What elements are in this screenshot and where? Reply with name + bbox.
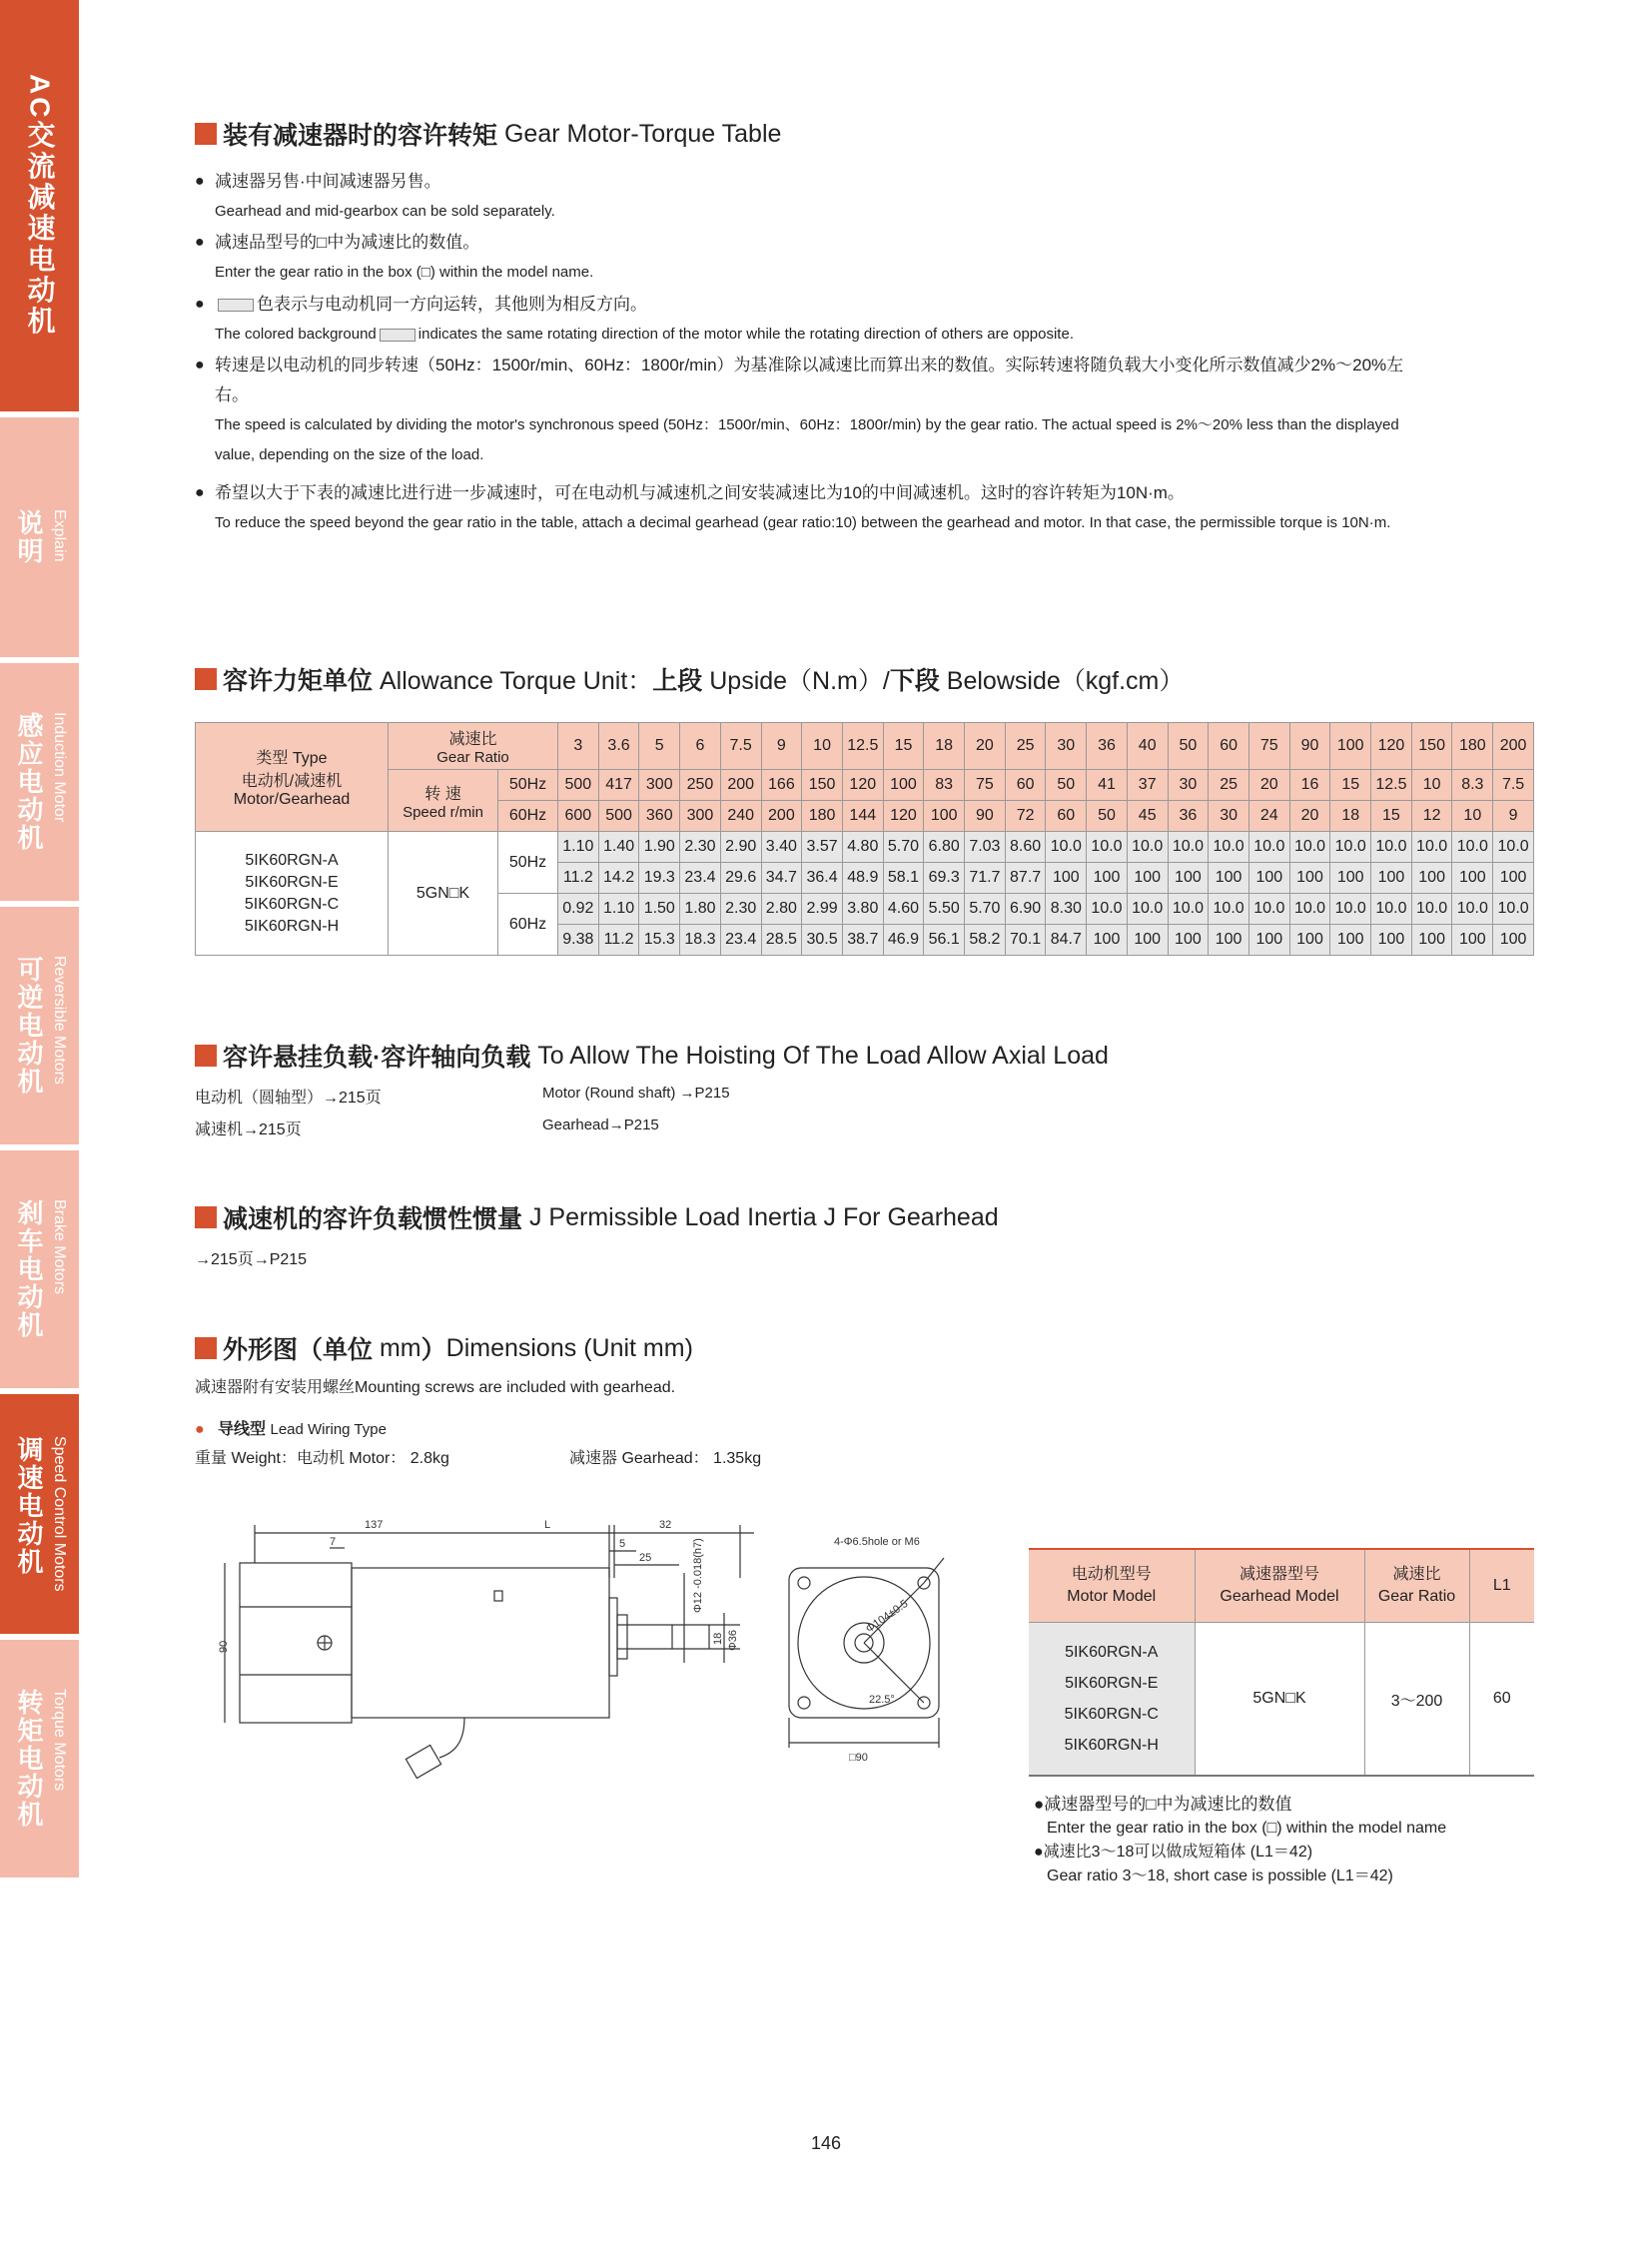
- speed-50hz-cell: 250: [680, 770, 721, 801]
- gear-ratio-cell: 25: [1005, 723, 1046, 770]
- weight-motor: 重量 Weight：电动机 Motor： 2.8kg: [195, 1450, 449, 1467]
- speed-60hz-cell: 90: [965, 801, 1006, 832]
- speed-50hz-cell: 16: [1289, 770, 1330, 801]
- speed-50hz-cell: 417: [598, 770, 639, 801]
- speed-60hz-cell: 200: [761, 801, 802, 832]
- footnote-2-cn: ●减速比3～18可以做成短箱体 (L1＝42): [1034, 1844, 1313, 1861]
- header-speed: 转 速 Speed r/min: [389, 770, 498, 832]
- torque-cell: 3.40: [761, 832, 802, 863]
- sidebar-tab-speed-control[interactable]: [0, 1394, 79, 1634]
- sidebar-tab-sublabel: Induction Motor: [51, 712, 68, 823]
- speed-50hz-cell: 50: [1046, 770, 1087, 801]
- lead-wiring-type: ● 导线型 Lead Wiring Type: [195, 1421, 387, 1438]
- dim-137: 137: [365, 1519, 384, 1531]
- speed-50hz-cell: 10: [1411, 770, 1452, 801]
- torque-cell: 10.0: [1289, 894, 1330, 925]
- speed-50hz-cell: 60: [1005, 770, 1046, 801]
- torque-cell: 4.80: [842, 832, 883, 863]
- torque-cell: 18.3: [680, 925, 721, 956]
- col-header-l1: L1: [1469, 1549, 1534, 1623]
- torque-cell: 46.9: [883, 925, 924, 956]
- footnote-1-cn: ●减速器型号的□中为减速比的数值: [1034, 1795, 1292, 1814]
- torque-cell: 2.99: [802, 894, 843, 925]
- torque-cell: 10.0: [1168, 894, 1209, 925]
- torque-cell: 100: [1330, 925, 1371, 956]
- section-title-hoisting-load: 容许悬挂负载·容许轴向负载 To Allow The Hoisting Of The Load Allow Axial Load: [195, 1038, 1109, 1074]
- note-4: ● 转速是以电动机的同步转速（50Hz：1500r/min、60Hz：1800r/min）为基准除以减速比而算出来的数值。实际转速将随负载大小变化所示数值减少2%～20%左 右。 The speed is calculated by dividing the motor's synchronous speed (50Hz：1500r/min、60Hz：1800r/min) by the gear ratio. The actual speed is 2%～20% less than the displayed value, depending on the size of the load.: [195, 356, 1404, 463]
- gear-ratio-cell: 60: [1209, 723, 1249, 770]
- dim-angle: 22.5°: [869, 1694, 895, 1706]
- col-header-gearhead-model: 减速器型号 Gearhead Model: [1195, 1549, 1364, 1623]
- speed-50hz-cell: 120: [842, 770, 883, 801]
- section-marker-icon: [195, 1206, 217, 1228]
- torque-cell: 6.80: [924, 832, 965, 863]
- section-marker-icon: [195, 1045, 217, 1067]
- torque-cell: 10.0: [1127, 832, 1168, 863]
- gear-ratio-cell: 3: [558, 723, 599, 770]
- speed-60hz-cell: 300: [680, 801, 721, 832]
- gear-ratio-cell: 6: [680, 723, 721, 770]
- colored-background-swatch: [218, 299, 254, 312]
- torque-cell: 100: [1046, 863, 1087, 894]
- gear-ratio-cell: 5: [639, 723, 680, 770]
- speed-50hz-cell: 41: [1087, 770, 1128, 801]
- torque-cell: 100: [1248, 925, 1289, 956]
- torque-cell: 100: [1493, 925, 1534, 956]
- torque-cell: 19.3: [639, 863, 680, 894]
- sidebar-category-label: AC交流减速电动机: [24, 74, 56, 338]
- torque-cell: 100: [1452, 925, 1493, 956]
- torque-cell: 1.50: [639, 894, 680, 925]
- weight-gearhead: 减速器 Gearhead： 1.35kg: [569, 1450, 762, 1467]
- torque-cell: 10.0: [1411, 894, 1452, 925]
- dim-18: 18: [712, 1632, 724, 1645]
- gear-ratio-cell: 75: [1248, 723, 1289, 770]
- speed-50hz-cell: 25: [1209, 770, 1249, 801]
- dim-pilot-diameter: Φ36: [727, 1629, 739, 1651]
- ref-gearhead-cn: 减速机→215页: [195, 1121, 302, 1138]
- torque-cell: 10.0: [1209, 832, 1249, 863]
- speed-50hz-cell: 500: [558, 770, 599, 801]
- model-table: [1029, 1548, 1534, 1777]
- torque-cell: 0.92: [558, 894, 599, 925]
- torque-cell: 3.80: [842, 894, 883, 925]
- sidebar-tab-torque[interactable]: [0, 1640, 79, 1877]
- torque-table: [195, 722, 1534, 956]
- speed-60hz-cell: 500: [598, 801, 639, 832]
- torque-cell: 100: [1371, 925, 1412, 956]
- torque-cell: 100: [1248, 863, 1289, 894]
- torque-cell: 10.0: [1493, 832, 1534, 863]
- dim-shaft-diameter: Φ12 -0.018(h7): [692, 1538, 704, 1613]
- sidebar-tab-induction[interactable]: [0, 663, 79, 901]
- note-5: ● 希望以大于下表的减速比进行进一步减速时，可在电动机与减速机之间安装减速比为10的中间减速机。这时的容许转矩为10N·m。 To reduce the speed beyond the gear ratio in the table, attach a decimal gearhead (gear ratio:10) between the gearhead and motor. In that case, the permissible torque is 10N·m.: [195, 483, 1391, 531]
- sidebar-tab-sublabel: Torque Motors: [51, 1689, 68, 1792]
- section-title-load-inertia: 减速机的容许负载惯性惯量 J Permissible Load Inertia J For Gearhead: [195, 1199, 999, 1235]
- torque-cell: 2.80: [761, 894, 802, 925]
- gear-ratio-cell: 20: [965, 723, 1006, 770]
- speed-60hz-cell: 30: [1209, 801, 1249, 832]
- speed-60hz-cell: 144: [842, 801, 883, 832]
- sidebar-tab-sublabel: Reversible Motors: [51, 956, 68, 1085]
- speed-60hz-cell: 15: [1371, 801, 1412, 832]
- col-header-motor-model: 电动机型号 Motor Model: [1029, 1549, 1195, 1623]
- sidebar-tab-sublabel: Explain: [51, 509, 68, 562]
- torque-cell: 84.7: [1046, 925, 1087, 956]
- torque-cell: 1.40: [598, 832, 639, 863]
- gear-ratio-cell: 180: [1452, 723, 1493, 770]
- torque-cell: 10.0: [1046, 832, 1087, 863]
- dimensions-subtitle: 减速器附有安装用螺丝Mounting screws are included with gearhead.: [195, 1379, 676, 1396]
- torque-cell: 1.80: [680, 894, 721, 925]
- gear-ratio-cell: 200: [1493, 723, 1534, 770]
- page-number: 146: [810, 2133, 842, 2153]
- torque-cell: 15.3: [639, 925, 680, 956]
- speed-50hz-cell: 20: [1248, 770, 1289, 801]
- speed-60hz-cell: 10: [1452, 801, 1493, 832]
- torque-cell: 70.1: [1005, 925, 1046, 956]
- torque-cell: 100: [1087, 925, 1128, 956]
- dim-32: 32: [659, 1519, 672, 1531]
- gear-ratio-cell: 36: [1087, 723, 1128, 770]
- col-header-gear-ratio: 减速比 Gear Ratio: [1364, 1549, 1469, 1623]
- torque-cell: 11.2: [558, 863, 599, 894]
- speed-60hz-cell: 24: [1248, 801, 1289, 832]
- ref-motor-en: Motor (Round shaft) →P215: [542, 1085, 730, 1102]
- torque-cell: 10.0: [1248, 894, 1289, 925]
- bullet-icon: ●: [195, 173, 205, 190]
- speed-50hz-cell: 12.5: [1371, 770, 1412, 801]
- dim-5: 5: [619, 1538, 626, 1550]
- speed-50hz-cell: 37: [1127, 770, 1168, 801]
- torque-cell: 10.0: [1452, 894, 1493, 925]
- speed-60hz-cell: 360: [639, 801, 680, 832]
- torque-cell: 10.0: [1087, 832, 1128, 863]
- speed-50hz-cell: 8.3: [1452, 770, 1493, 801]
- speed-60hz-cell: 45: [1127, 801, 1168, 832]
- torque-cell: 100: [1452, 863, 1493, 894]
- speed-60hz-cell: 60: [1046, 801, 1087, 832]
- section-marker-icon: [195, 1337, 217, 1359]
- bullet-icon: ●: [195, 484, 205, 501]
- gear-ratio-cell: 40: [1127, 723, 1168, 770]
- torque-cell: 1.10: [558, 832, 599, 863]
- gear-ratio-cell: 9: [761, 723, 802, 770]
- torque-cell: 10.0: [1248, 832, 1289, 863]
- bullet-icon: ●: [195, 234, 205, 251]
- gear-ratio-cell: 15: [883, 723, 924, 770]
- speed-60hz-cell: 100: [924, 801, 965, 832]
- sidebar-tab-label: 刹车电动机: [14, 1199, 44, 1339]
- dim-mount-holes: 4-Φ6.5hole or M6: [834, 1536, 920, 1548]
- gear-ratio-cell: 100: [1330, 723, 1371, 770]
- gear-ratio-cell: 120: [1371, 723, 1412, 770]
- sidebar-tab-sublabel: Brake Motors: [51, 1199, 68, 1295]
- dim-square-90: □90: [849, 1752, 868, 1764]
- torque-cell: 10.0: [1127, 894, 1168, 925]
- bullet-icon: ●: [195, 1421, 205, 1438]
- torque-cell: 38.7: [842, 925, 883, 956]
- dim-25: 25: [639, 1552, 652, 1564]
- torque-cell: 87.7: [1005, 863, 1046, 894]
- footnote-2-en: Gear ratio 3～18, short case is possible (L1＝42): [1047, 1868, 1393, 1884]
- header-type: 类型 Type 电动机/减速机 Motor/Gearhead: [196, 723, 389, 832]
- torque-cell: 36.4: [802, 863, 843, 894]
- torque-cell: 8.30: [1046, 894, 1087, 925]
- torque-cell: 100: [1289, 863, 1330, 894]
- front-view-drawing: [779, 1533, 979, 1803]
- torque-cell: 58.1: [883, 863, 924, 894]
- gear-ratio-cell: 30: [1046, 723, 1087, 770]
- speed-50hz-cell: 300: [639, 770, 680, 801]
- gear-ratio-cell: 10: [802, 723, 843, 770]
- gear-ratio-cell: 7.5: [720, 723, 761, 770]
- speed-60hz-cell: 12: [1411, 801, 1452, 832]
- note-3: ● 色表示与电动机同一方向运转，其他则为相反方向。 The colored background indicates the same rotating direction of the motor while the rotating direction of others are opposite.: [195, 295, 1074, 343]
- torque-cell: 10.0: [1452, 832, 1493, 863]
- sidebar-tab-explain[interactable]: [0, 417, 79, 657]
- sidebar-tab-label: 转矩电动机: [14, 1689, 44, 1829]
- torque-cell: 2.30: [720, 894, 761, 925]
- torque-cell: 100: [1209, 863, 1249, 894]
- section-marker-icon: [195, 123, 217, 145]
- torque-cell: 56.1: [924, 925, 965, 956]
- torque-cell: 10.0: [1209, 894, 1249, 925]
- sidebar-tab-sublabel: Speed Control Motors: [51, 1436, 68, 1592]
- sidebar-tab-label: 说明: [14, 509, 44, 565]
- torque-cell: 10.0: [1168, 832, 1209, 863]
- torque-cell: 5.70: [883, 832, 924, 863]
- speed-60hz-cell: 9: [1493, 801, 1534, 832]
- ref-inertia: →215页→P215: [195, 1251, 308, 1268]
- gear-ratio-cell: 3.6: [598, 723, 639, 770]
- cell-motor-models: 5IK60RGN-A 5IK60RGN-E 5IK60RGN-C 5IK60RGN-H: [196, 832, 389, 956]
- speed-60hz-cell: 600: [558, 801, 599, 832]
- torque-cell: 11.2: [598, 925, 639, 956]
- freq-label: 50Hz: [498, 832, 558, 894]
- note-1: ● 减速器另售·中间减速器另售。 Gearhead and mid-gearbox can be sold separately.: [195, 172, 555, 220]
- torque-cell: 23.4: [720, 925, 761, 956]
- ref-motor-cn: 电动机（圆轴型）→215页: [195, 1090, 382, 1107]
- gear-ratio-cell: 18: [924, 723, 965, 770]
- torque-cell: 8.60: [1005, 832, 1046, 863]
- torque-cell: 100: [1087, 863, 1128, 894]
- torque-cell: 100: [1127, 925, 1168, 956]
- speed-60hz-cell: 180: [802, 801, 843, 832]
- torque-cell: 100: [1168, 863, 1209, 894]
- torque-cell: 48.9: [842, 863, 883, 894]
- speed-60hz-cell: 18: [1330, 801, 1371, 832]
- torque-cell: 10.0: [1087, 894, 1128, 925]
- torque-cell: 4.60: [883, 894, 924, 925]
- torque-cell: 10.0: [1411, 832, 1452, 863]
- speed-50hz-cell: 7.5: [1493, 770, 1534, 801]
- freq-label: 60Hz: [498, 894, 558, 956]
- torque-cell: 10.0: [1493, 894, 1534, 925]
- speed-50hz-cell: 100: [883, 770, 924, 801]
- colored-background-swatch: [380, 329, 415, 342]
- dim-pcd: Φ104±0.5: [863, 1597, 911, 1636]
- side-view-drawing: [215, 1503, 754, 1793]
- bullet-icon: ●: [195, 296, 205, 313]
- torque-cell: 100: [1330, 863, 1371, 894]
- torque-cell: 100: [1209, 925, 1249, 956]
- bullet-icon: ●: [195, 357, 205, 374]
- torque-cell: 1.10: [598, 894, 639, 925]
- section-marker-icon: [195, 668, 217, 690]
- speed-50hz-cell: 166: [761, 770, 802, 801]
- dim-7: 7: [330, 1536, 337, 1548]
- speed-60hz-cell: 50: [1087, 801, 1128, 832]
- torque-cell: 1.90: [639, 832, 680, 863]
- torque-cell: 100: [1371, 863, 1412, 894]
- torque-cell: 14.2: [598, 863, 639, 894]
- cell-l1: 60: [1469, 1623, 1534, 1777]
- gear-ratio-cell: 50: [1168, 723, 1209, 770]
- speed-60hz-cell: 120: [883, 801, 924, 832]
- gear-ratio-cell: 150: [1411, 723, 1452, 770]
- torque-cell: 10.0: [1289, 832, 1330, 863]
- torque-cell: 100: [1127, 863, 1168, 894]
- torque-cell: 7.03: [965, 832, 1006, 863]
- cell-gear-ratio: 3～200: [1364, 1623, 1469, 1777]
- sidebar-category-ac-motors[interactable]: [0, 0, 79, 411]
- torque-cell: 10.0: [1371, 832, 1412, 863]
- gear-ratio-cell: 12.5: [842, 723, 883, 770]
- torque-cell: 29.6: [720, 863, 761, 894]
- speed-50hz-cell: 15: [1330, 770, 1371, 801]
- header-gear-ratio: 减速比 Gear Ratio: [389, 723, 558, 770]
- speed-60hz-cell: 240: [720, 801, 761, 832]
- speed-60hz-cell: 20: [1289, 801, 1330, 832]
- torque-cell: 71.7: [965, 863, 1006, 894]
- torque-cell: 34.7: [761, 863, 802, 894]
- torque-cell: 3.57: [802, 832, 843, 863]
- speed-60hz-cell: 36: [1168, 801, 1209, 832]
- sidebar-tab-reversible[interactable]: [0, 907, 79, 1144]
- section-title-cn: 装有减速器时的容许转矩: [223, 122, 498, 150]
- speed-60hz-label: 60Hz: [498, 801, 558, 832]
- speed-60hz-cell: 72: [1005, 801, 1046, 832]
- cell-motor-models: 5IK60RGN-A 5IK60RGN-E 5IK60RGN-C 5IK60RGN-H: [1029, 1623, 1195, 1777]
- dim-L: L: [544, 1519, 551, 1531]
- sidebar-tab-brake[interactable]: [0, 1150, 79, 1388]
- sidebar-tab-label: 感应电动机: [14, 712, 44, 852]
- speed-50hz-cell: 150: [802, 770, 843, 801]
- torque-cell: 58.2: [965, 925, 1006, 956]
- torque-cell: 28.5: [761, 925, 802, 956]
- torque-cell: 100: [1411, 925, 1452, 956]
- torque-cell: 100: [1411, 863, 1452, 894]
- speed-50hz-cell: 30: [1168, 770, 1209, 801]
- sidebar-tab-label: 调速电动机: [14, 1436, 44, 1577]
- torque-cell: 23.4: [680, 863, 721, 894]
- torque-cell: 100: [1289, 925, 1330, 956]
- cell-gearhead: 5GN□K: [389, 832, 498, 956]
- sidebar-tab-label: 可逆电动机: [14, 956, 44, 1096]
- section-title-allowance-torque: 容许力矩单位 Allowance Torque Unit： 上段 Upside（N.m）/ 下段 Belowside（kgf.cm）: [195, 661, 1184, 697]
- torque-cell: 69.3: [924, 863, 965, 894]
- torque-cell: 5.70: [965, 894, 1006, 925]
- speed-50hz-label: 50Hz: [498, 770, 558, 801]
- torque-cell: 2.90: [720, 832, 761, 863]
- speed-50hz-cell: 83: [924, 770, 965, 801]
- footnote-1-en: Enter the gear ratio in the box (□) within the model name: [1047, 1820, 1447, 1837]
- torque-cell: 5.50: [924, 894, 965, 925]
- torque-cell: 10.0: [1330, 894, 1371, 925]
- gear-ratio-cell: 90: [1289, 723, 1330, 770]
- torque-cell: 10.0: [1330, 832, 1371, 863]
- section-title-torque-table: [195, 116, 781, 152]
- torque-cell: 100: [1493, 863, 1534, 894]
- torque-cell: 2.30: [680, 832, 721, 863]
- torque-cell: 30.5: [802, 925, 843, 956]
- note-2: ● 减速品型号的□中为减速比的数值。 Enter the gear ratio in the box (□) within the model name.: [195, 233, 594, 281]
- section-title-dimensions: 外形图（单位 mm ） Dimensions (Unit mm): [195, 1330, 693, 1366]
- ref-gearhead-en: Gearhead→P215: [542, 1117, 659, 1133]
- cell-gearhead-model: 5GN□K: [1195, 1623, 1364, 1777]
- torque-cell: 100: [1168, 925, 1209, 956]
- torque-cell: 9.38: [558, 925, 599, 956]
- speed-50hz-cell: 75: [965, 770, 1006, 801]
- speed-50hz-cell: 200: [720, 770, 761, 801]
- section-title-en: Gear Motor-Torque Table: [503, 119, 782, 148]
- torque-cell: 6.90: [1005, 894, 1046, 925]
- torque-cell: 10.0: [1371, 894, 1412, 925]
- dim-90-height: 90: [218, 1640, 230, 1653]
